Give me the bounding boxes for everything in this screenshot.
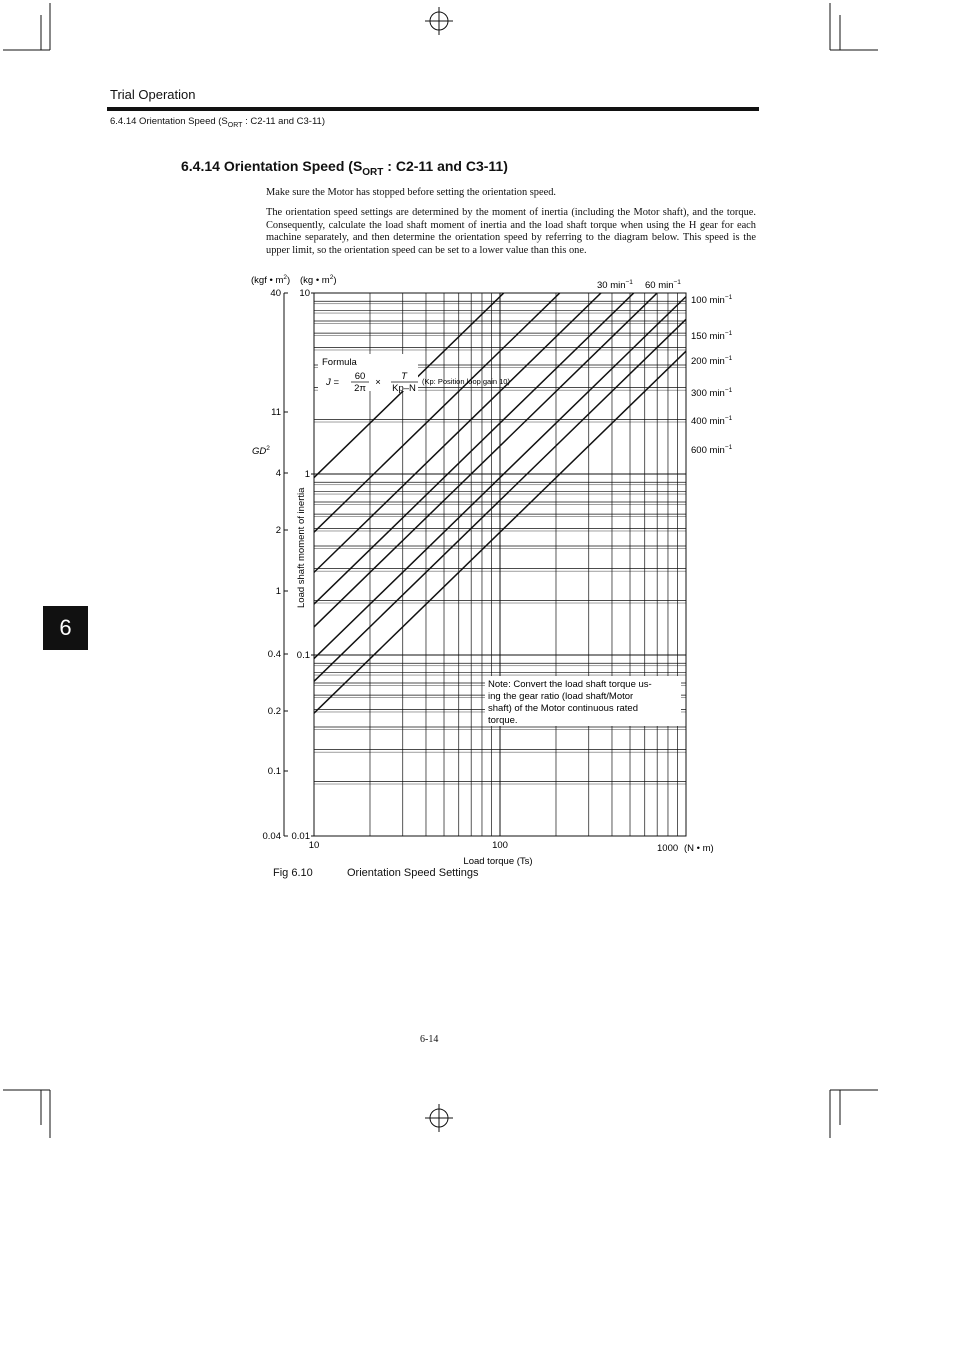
page-number: 6-14 bbox=[420, 1034, 439, 1045]
gd2-tick-label: 0.4 bbox=[267, 649, 281, 660]
y-axis-label: Load shaft moment of inertia bbox=[296, 487, 307, 608]
y-tick-label: 1 bbox=[304, 469, 310, 480]
gd2-tick-label: 0.1 bbox=[267, 766, 281, 777]
series-label-2: 60 $\min^{-1}$ bbox=[645, 279, 681, 291]
series-line-3 bbox=[314, 250, 645, 572]
inertia-unit-label: (kg • $m^2$) bbox=[300, 274, 337, 286]
formula-title: Formula bbox=[322, 357, 357, 368]
formula-frac2-den: Kp–N bbox=[392, 383, 416, 394]
series-label-5: 200 $\min^{-1}$ bbox=[691, 355, 733, 367]
y-tick-label: 0.1 bbox=[296, 650, 310, 661]
series-label-1: 30 $\min^{-1}$ bbox=[597, 279, 633, 291]
x-unit-label: (N • m) bbox=[684, 843, 714, 854]
figure-number: Fig 6.10 bbox=[273, 867, 313, 879]
formula-times: × bbox=[375, 377, 381, 388]
y-tick-label: 0.01 bbox=[291, 831, 310, 842]
note-line-3: shaft) of the Motor continuous rated bbox=[488, 703, 638, 714]
figure-caption: Orientation Speed Settings bbox=[347, 867, 479, 879]
formula-frac1-num: 60 bbox=[354, 371, 366, 382]
series-label-3: 100 $\min^{-1}$ bbox=[691, 294, 733, 306]
gd2-tick-label: 0.04 bbox=[262, 831, 281, 842]
x-tick-label: 100 bbox=[492, 840, 508, 851]
series-label-8: 600 $\min^{-1}$ bbox=[691, 444, 733, 456]
x-axis-label: Load torque (Ts) bbox=[463, 856, 533, 867]
note-line-2: ing the gear ratio (load shaft/Motor bbox=[488, 691, 634, 702]
series-label-7: 400 $\min^{-1}$ bbox=[691, 415, 733, 427]
gd2-tick-label: 2 bbox=[275, 525, 281, 536]
running-header-subsection: 6.4.14 Orientation Speed ($S_{ORT}$ : C2-11 and C3-11) bbox=[110, 116, 325, 129]
formula-box bbox=[318, 354, 510, 394]
x-tick-label: 10 bbox=[308, 840, 320, 851]
paragraph-2: The orientation speed settings are determined by the moment of inertia (including the Motor shaft), and the torque. Consequently, calculate the load shaft moment of inertia and the load shaft torque when using the H gear for each machine separately, and then determine the orientation speed by referring to the diagram below. This speed is the upper limit, so the orientation speed can be set to a lower value than this one. bbox=[266, 207, 756, 256]
x-tick-label: 1000 bbox=[657, 843, 679, 854]
formula-lhs: J = bbox=[326, 377, 339, 388]
formula-frac1-den: 2π bbox=[354, 383, 366, 394]
gd2-tick-label: 40 bbox=[270, 288, 281, 299]
series-line-4 bbox=[314, 250, 678, 604]
formula-frac2-num: T bbox=[401, 371, 407, 382]
gd2-unit-label: (kgf • $m^2$) bbox=[251, 274, 291, 286]
paragraph-1: Make sure the Motor has stopped before setting the orientation speed. bbox=[266, 187, 556, 198]
chapter-tab: 6 bbox=[43, 606, 88, 650]
gd2-axis-label: $GD^2$ bbox=[252, 445, 270, 457]
running-header-title: Trial Operation bbox=[110, 87, 196, 102]
note-line-1: Note: Convert the load shaft torque us- bbox=[488, 679, 652, 690]
chart-note bbox=[485, 676, 681, 726]
gd2-tick-label: 1 bbox=[275, 586, 281, 597]
y-tick-label: 10 bbox=[299, 288, 310, 299]
note-line-4: torque. bbox=[488, 715, 518, 726]
formula-note: (Kp: Position loop gain 10) bbox=[422, 377, 510, 386]
gd2-tick-label: 4 bbox=[275, 468, 281, 479]
gd2-tick-label: 0.2 bbox=[267, 706, 281, 717]
series-label-6: 300 $\min^{-1}$ bbox=[691, 387, 733, 399]
section-title: 6.4.14 Orientation Speed ($S_{ORT}$ : C2-11 and C3-11) bbox=[181, 158, 508, 178]
series-label-4: 150 $\min^{-1}$ bbox=[691, 330, 733, 342]
gd2-tick-label: 11 bbox=[271, 407, 281, 418]
